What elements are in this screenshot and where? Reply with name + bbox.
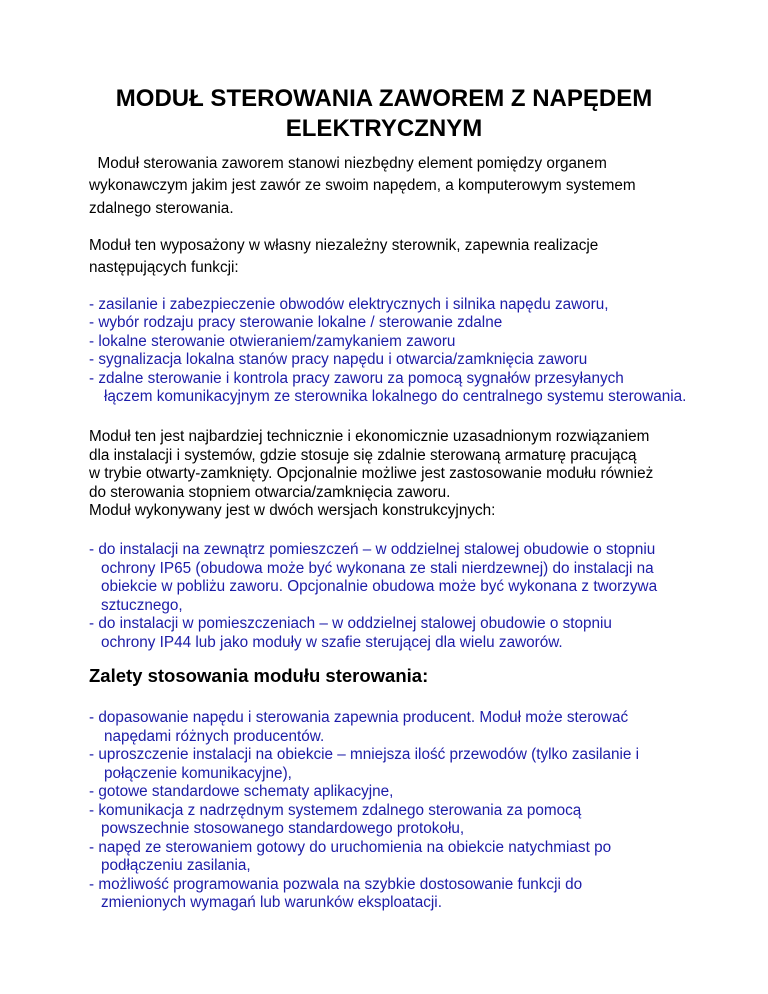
advantages-heading: Zalety stosowania modułu sterowania: — [89, 665, 429, 686]
advantage-item-6-cont: zmienionych wymagań lub warunków eksploatacji. — [101, 894, 442, 911]
title-line-2: ELEKTRYCZNYM — [285, 115, 483, 142]
advantage-item-3: - gotowe standardowe schematy aplikacyjne, — [89, 783, 394, 800]
version-item-1: - do instalacji na zewnątrz pomieszczeń – w oddzielnej stalowej obudowie o stopniu — [89, 541, 656, 558]
version-item-2-cont: ochrony IP44 lub jako moduły w szafie sterującej dla wielu zaworów. — [101, 634, 563, 651]
function-item-2: - wybór rodzaju pracy sterowanie lokalne / sterowanie zdalne — [89, 314, 503, 331]
justification-line-4: do sterowania stopniem otwarcia/zamknięcia zaworu. — [89, 484, 451, 501]
function-item-1: - zasilanie i zabezpieczenie obwodów elektrycznych i silnika napędu zaworu, — [89, 296, 609, 313]
advantage-item-6: - możliwość programowania pozwala na szybkie dostosowanie funkcji do — [89, 876, 583, 893]
version-item-1-cont-2: obiekcie w pobliżu zaworu. Opcjonalnie obudowa może być wykonana z tworzywa — [101, 578, 658, 595]
advantage-item-1: - dopasowanie napędu i sterowania zapewnia producent. Moduł może sterować — [89, 709, 629, 726]
intro-line-3: zdalnego sterowania. — [89, 200, 234, 217]
function-item-5: - zdalne sterowanie i kontrola pracy zaworu za pomocą sygnałów przesyłanych — [89, 370, 624, 387]
intro-line-2: wykonawczym jakim jest zawór ze swoim napędem, a komputerowym systemem — [89, 177, 636, 194]
intro-line-1: Moduł sterowania zaworem stanowi niezbędny element pomiędzy organem — [89, 155, 607, 172]
justification-line-2: dla instalacji i systemów, gdzie stosuje się zdalnie sterowaną armaturę pracującą — [89, 447, 637, 464]
document-title — [0, 84, 768, 144]
version-item-1-cont-3: sztucznego, — [101, 597, 183, 614]
advantage-item-2: - uproszczenie instalacji na obiekcie – mniejsza ilość przewodów (tylko zasilanie i — [89, 746, 640, 763]
advantage-item-5: - napęd ze sterowaniem gotowy do uruchomienia na obiekcie natychmiast po — [89, 839, 612, 856]
version-item-2: - do instalacji w pomieszczeniach – w oddzielnej stalowej obudowie o stopniu — [89, 615, 612, 632]
justification-line-3: w trybie otwarty-zamknięty. Opcjonalnie możliwe jest zastosowanie modułu również — [89, 465, 654, 482]
advantage-item-4: - komunikacja z nadrzędnym systemem zdalnego sterowania za pomocą — [89, 802, 582, 819]
advantage-item-1-cont: napędami różnych producentów. — [104, 728, 325, 745]
functions-intro-line-2: następujących funkcji: — [89, 259, 239, 276]
function-item-5-cont: łączem komunikacyjnym ze sterownika lokalnego do centralnego systemu sterowania. — [104, 388, 687, 405]
advantage-item-4-cont: powszechnie stosowanego standardowego protokołu, — [101, 820, 465, 837]
version-item-1-cont-1: ochrony IP65 (obudowa może być wykonana ze stali nierdzewnej) do instalacji na — [101, 560, 654, 577]
advantage-item-2-cont: połączenie komunikacyjne), — [104, 765, 292, 782]
function-item-4: - sygnalizacja lokalna stanów pracy napędu i otwarcia/zamknięcia zaworu — [89, 351, 588, 368]
function-item-3: - lokalne sterowanie otwieraniem/zamykaniem zaworu — [89, 333, 456, 350]
justification-line-5: Moduł wykonywany jest w dwóch wersjach konstrukcyjnych: — [89, 502, 496, 519]
title-line-1: MODUŁ STEROWANIA ZAWOREM Z NAPĘDEM — [115, 85, 653, 112]
advantage-item-5-cont: podłączeniu zasilania, — [101, 857, 251, 874]
functions-intro-line-1: Moduł ten wyposażony w własny niezależny sterownik, zapewnia realizacje — [89, 237, 599, 254]
justification-line-1: Moduł ten jest najbardziej technicznie i ekonomicznie uzasadnionym rozwiązaniem — [89, 428, 650, 445]
